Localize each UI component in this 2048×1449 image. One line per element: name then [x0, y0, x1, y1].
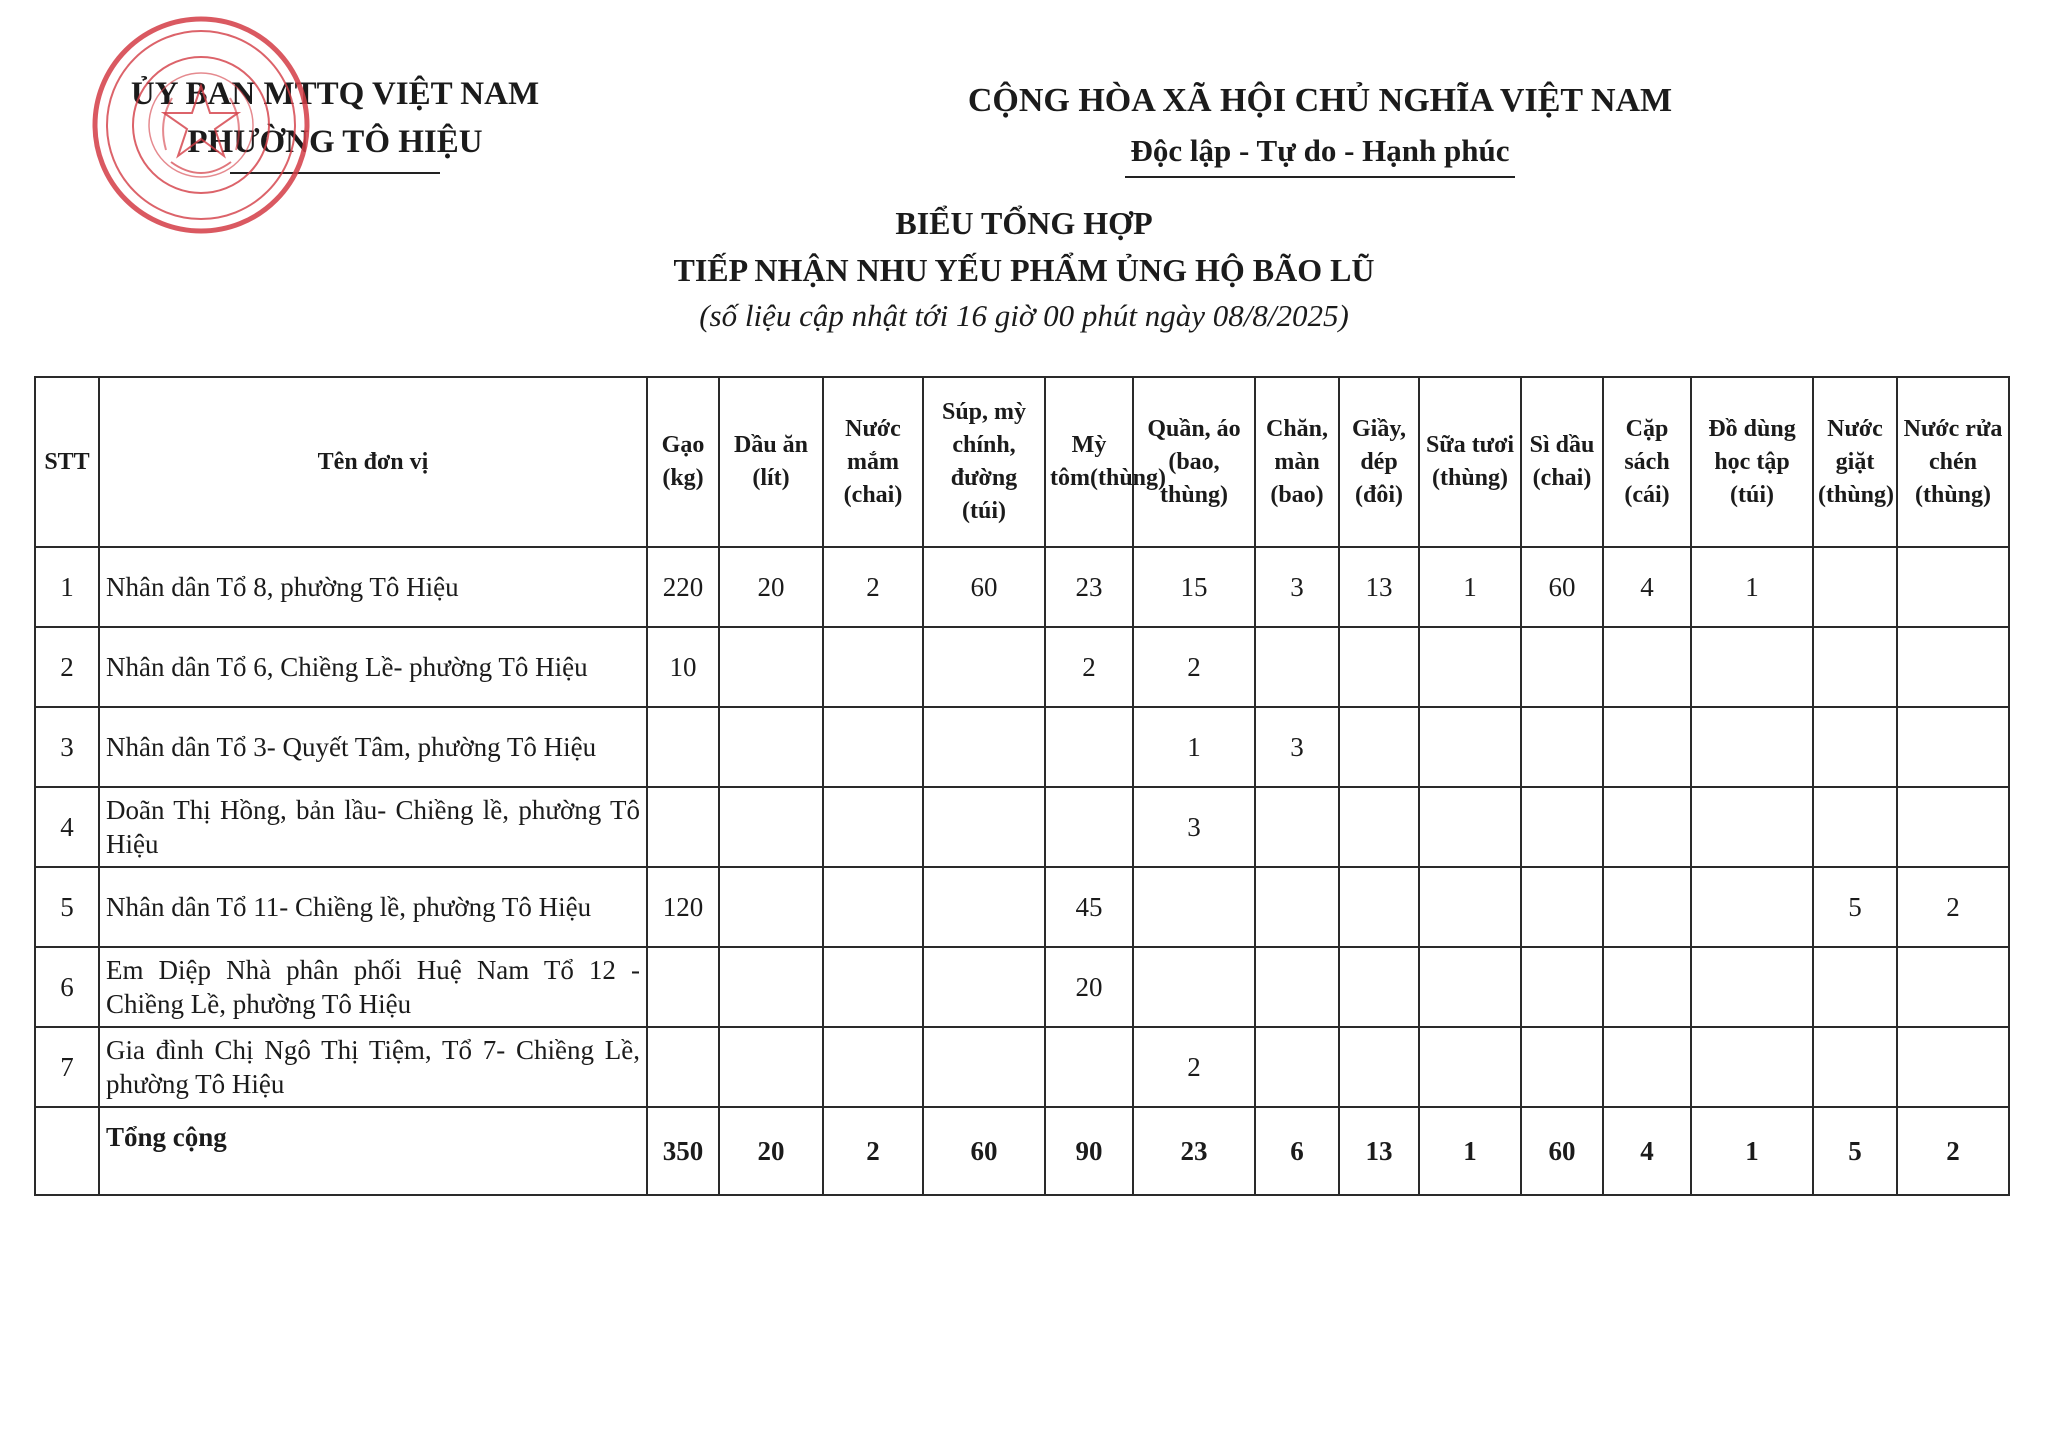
table-total-row — [35, 1107, 2009, 1195]
table-cell — [923, 867, 1045, 947]
unit-name-cell: Nhân dân Tổ 3- Quyết Tâm, phường Tô Hiệu — [99, 707, 647, 787]
table-cell — [823, 1027, 923, 1107]
table-cell: 13 — [1339, 547, 1419, 627]
table-cell: 2 — [35, 627, 99, 707]
col-header: Sì dầu (chai) — [1521, 377, 1603, 547]
table-cell: 3 — [1255, 707, 1339, 787]
table-cell: 3 — [1133, 787, 1255, 867]
table-cell — [1339, 1027, 1419, 1107]
total-cell: 60 — [923, 1107, 1045, 1195]
table-cell — [1691, 787, 1813, 867]
table-cell: 220 — [647, 547, 719, 627]
table-cell — [1045, 707, 1133, 787]
total-cell: 23 — [1133, 1107, 1255, 1195]
table-cell: 5 — [35, 867, 99, 947]
table-cell — [1813, 787, 1897, 867]
table-cell: 2 — [1133, 627, 1255, 707]
table-cell — [1691, 867, 1813, 947]
header-national — [940, 76, 1700, 176]
table-cell — [1691, 947, 1813, 1027]
col-header: Nước mắm (chai) — [823, 377, 923, 547]
table-cell — [1339, 867, 1419, 947]
table-cell: 1 — [1133, 707, 1255, 787]
table-cell: 20 — [719, 547, 823, 627]
table-header-row — [35, 377, 2009, 547]
table-cell — [1255, 1027, 1339, 1107]
table-cell — [1045, 1027, 1133, 1107]
table-row — [35, 1027, 2009, 1107]
table-cell — [923, 947, 1045, 1027]
unit-name-cell: Nhân dân Tổ 8, phường Tô Hiệu — [99, 547, 647, 627]
table-cell: 120 — [647, 867, 719, 947]
table-cell: 60 — [1521, 547, 1603, 627]
table-cell: 2 — [1045, 627, 1133, 707]
col-header: Chăn, màn (bao) — [1255, 377, 1339, 547]
table-cell — [719, 1027, 823, 1107]
table-cell — [1897, 627, 2009, 707]
table-cell — [1419, 787, 1521, 867]
table-cell — [1255, 787, 1339, 867]
total-cell: 2 — [1897, 1107, 2009, 1195]
table-cell — [823, 867, 923, 947]
table-cell — [1339, 707, 1419, 787]
table-cell: 2 — [1897, 867, 2009, 947]
table-cell — [1603, 707, 1691, 787]
table-cell — [1897, 707, 2009, 787]
total-cell: 2 — [823, 1107, 923, 1195]
table-cell — [1419, 1027, 1521, 1107]
table-cell — [719, 867, 823, 947]
total-label-cell: Tổng cộng — [99, 1107, 647, 1195]
table-cell — [1521, 787, 1603, 867]
col-header: Đồ dùng học tập (túi) — [1691, 377, 1813, 547]
table-cell: 4 — [1603, 547, 1691, 627]
total-cell: 4 — [1603, 1107, 1691, 1195]
col-header: Tên đơn vị — [99, 377, 647, 547]
table-cell: 1 — [35, 547, 99, 627]
table-cell — [1255, 947, 1339, 1027]
table-cell — [1813, 627, 1897, 707]
table-cell: 6 — [35, 947, 99, 1027]
table-cell — [647, 947, 719, 1027]
table-cell — [719, 947, 823, 1027]
update-note: (số liệu cập nhật tới 16 giờ 00 phút ngày 08/8/2025) — [699, 298, 1349, 333]
table-cell — [823, 947, 923, 1027]
table-cell — [35, 1107, 99, 1195]
table-row — [35, 787, 2009, 867]
table-cell — [1813, 547, 1897, 627]
organization-name: ỦY BAN MTTQ VIỆT NAM — [130, 76, 540, 112]
total-cell: 350 — [647, 1107, 719, 1195]
table-cell: 4 — [35, 787, 99, 867]
col-header: STT — [35, 377, 99, 547]
table-cell — [1603, 787, 1691, 867]
table-cell — [1897, 1027, 2009, 1107]
unit-name-cell: Nhân dân Tổ 11- Chiềng lề, phường Tô Hiệu — [99, 867, 647, 947]
table-cell — [923, 1027, 1045, 1107]
table-cell — [1603, 947, 1691, 1027]
national-title: CỘNG HÒA XÃ HỘI CHỦ NGHĨA VIỆT NAM — [967, 82, 1673, 119]
unit-name-cell: Em Diệp Nhà phân phối Huệ Nam Tổ 12 - Chiềng Lề, phường Tô Hiệu — [99, 947, 647, 1027]
donation-summary-table — [34, 376, 2010, 1196]
col-header: Sữa tươi (thùng) — [1419, 377, 1521, 547]
table-cell — [923, 787, 1045, 867]
table-cell — [1521, 867, 1603, 947]
total-cell: 1 — [1419, 1107, 1521, 1195]
table-cell: 5 — [1813, 867, 1897, 947]
col-header: Cặp sách (cái) — [1603, 377, 1691, 547]
document-subtitle: TIẾP NHẬN NHU YẾU PHẨM ỦNG HỘ BÃO LŨ — [673, 252, 1375, 288]
table-cell: 7 — [35, 1027, 99, 1107]
table-cell — [1419, 707, 1521, 787]
unit-name-cell: Doãn Thị Hồng, bản lầu- Chiềng lề, phường Tô Hiệu — [99, 787, 647, 867]
table-row — [35, 547, 2009, 627]
total-cell: 90 — [1045, 1107, 1133, 1195]
table-cell — [1419, 947, 1521, 1027]
table-cell — [1521, 1027, 1603, 1107]
table-cell: 23 — [1045, 547, 1133, 627]
table-cell — [1691, 1027, 1813, 1107]
table-cell — [923, 627, 1045, 707]
table-cell: 45 — [1045, 867, 1133, 947]
header-right-underline — [1125, 176, 1515, 178]
table-cell: 2 — [823, 547, 923, 627]
table-cell: 15 — [1133, 547, 1255, 627]
table-cell: 2 — [1133, 1027, 1255, 1107]
col-header: Nước rửa chén (thùng) — [1897, 377, 2009, 547]
table-cell — [1813, 707, 1897, 787]
table-cell: 1 — [1419, 547, 1521, 627]
table-cell — [1419, 867, 1521, 947]
table-cell — [1419, 627, 1521, 707]
table-cell — [1813, 947, 1897, 1027]
table-cell — [1603, 627, 1691, 707]
table-cell — [1691, 627, 1813, 707]
col-header: Quần, áo (bao, thùng) — [1133, 377, 1255, 547]
table-cell — [823, 787, 923, 867]
table-cell — [1897, 547, 2009, 627]
table-cell — [823, 627, 923, 707]
table-row — [35, 627, 2009, 707]
table-cell — [1521, 947, 1603, 1027]
table-cell — [1045, 787, 1133, 867]
total-cell: 6 — [1255, 1107, 1339, 1195]
table-row — [35, 707, 2009, 787]
table-cell: 10 — [647, 627, 719, 707]
organization-ward: PHƯỜNG TÔ HIỆU — [187, 124, 483, 160]
table-cell — [719, 787, 823, 867]
table-cell — [1691, 707, 1813, 787]
table-cell — [923, 707, 1045, 787]
table-cell — [1255, 627, 1339, 707]
table-cell — [1521, 627, 1603, 707]
table-cell — [1133, 867, 1255, 947]
table-cell — [1339, 947, 1419, 1027]
total-cell: 1 — [1691, 1107, 1813, 1195]
total-cell: 60 — [1521, 1107, 1603, 1195]
table-cell: 1 — [1691, 547, 1813, 627]
table-cell — [1603, 1027, 1691, 1107]
table-cell: 3 — [35, 707, 99, 787]
table-cell — [1255, 867, 1339, 947]
table-cell — [1133, 947, 1255, 1027]
col-header: Giầy, dép (đôi) — [1339, 377, 1419, 547]
table-cell — [823, 707, 923, 787]
table-cell — [1897, 787, 2009, 867]
col-header: Gạo (kg) — [647, 377, 719, 547]
table-cell — [1339, 627, 1419, 707]
table-cell — [1813, 1027, 1897, 1107]
table-cell — [1603, 867, 1691, 947]
total-cell: 20 — [719, 1107, 823, 1195]
unit-name-cell: Gia đình Chị Ngô Thị Tiệm, Tổ 7- Chiềng Lề, phường Tô Hiệu — [99, 1027, 647, 1107]
total-cell: 5 — [1813, 1107, 1897, 1195]
table-cell — [647, 1027, 719, 1107]
table-cell — [719, 627, 823, 707]
table-row — [35, 867, 2009, 947]
table-cell — [647, 787, 719, 867]
table-cell — [1339, 787, 1419, 867]
national-motto: Độc lập - Tự do - Hạnh phúc — [1130, 133, 1510, 168]
document-title: BIỂU TỔNG HỢP — [895, 205, 1153, 241]
col-header: Mỳ tôm(thùng) — [1045, 377, 1133, 547]
table-cell — [647, 707, 719, 787]
table-cell — [1897, 947, 2009, 1027]
total-cell: 13 — [1339, 1107, 1419, 1195]
unit-name-cell: Nhân dân Tổ 6, Chiềng Lề- phường Tô Hiệu — [99, 627, 647, 707]
col-header: Nước giặt (thùng) — [1813, 377, 1897, 547]
table-cell — [719, 707, 823, 787]
table-cell: 20 — [1045, 947, 1133, 1027]
table-cell — [1521, 707, 1603, 787]
table-cell: 60 — [923, 547, 1045, 627]
col-header: Dầu ăn (lít) — [719, 377, 823, 547]
table-row — [35, 947, 2009, 1027]
col-header: Súp, mỳ chính, đường (túi) — [923, 377, 1045, 547]
table-cell: 3 — [1255, 547, 1339, 627]
